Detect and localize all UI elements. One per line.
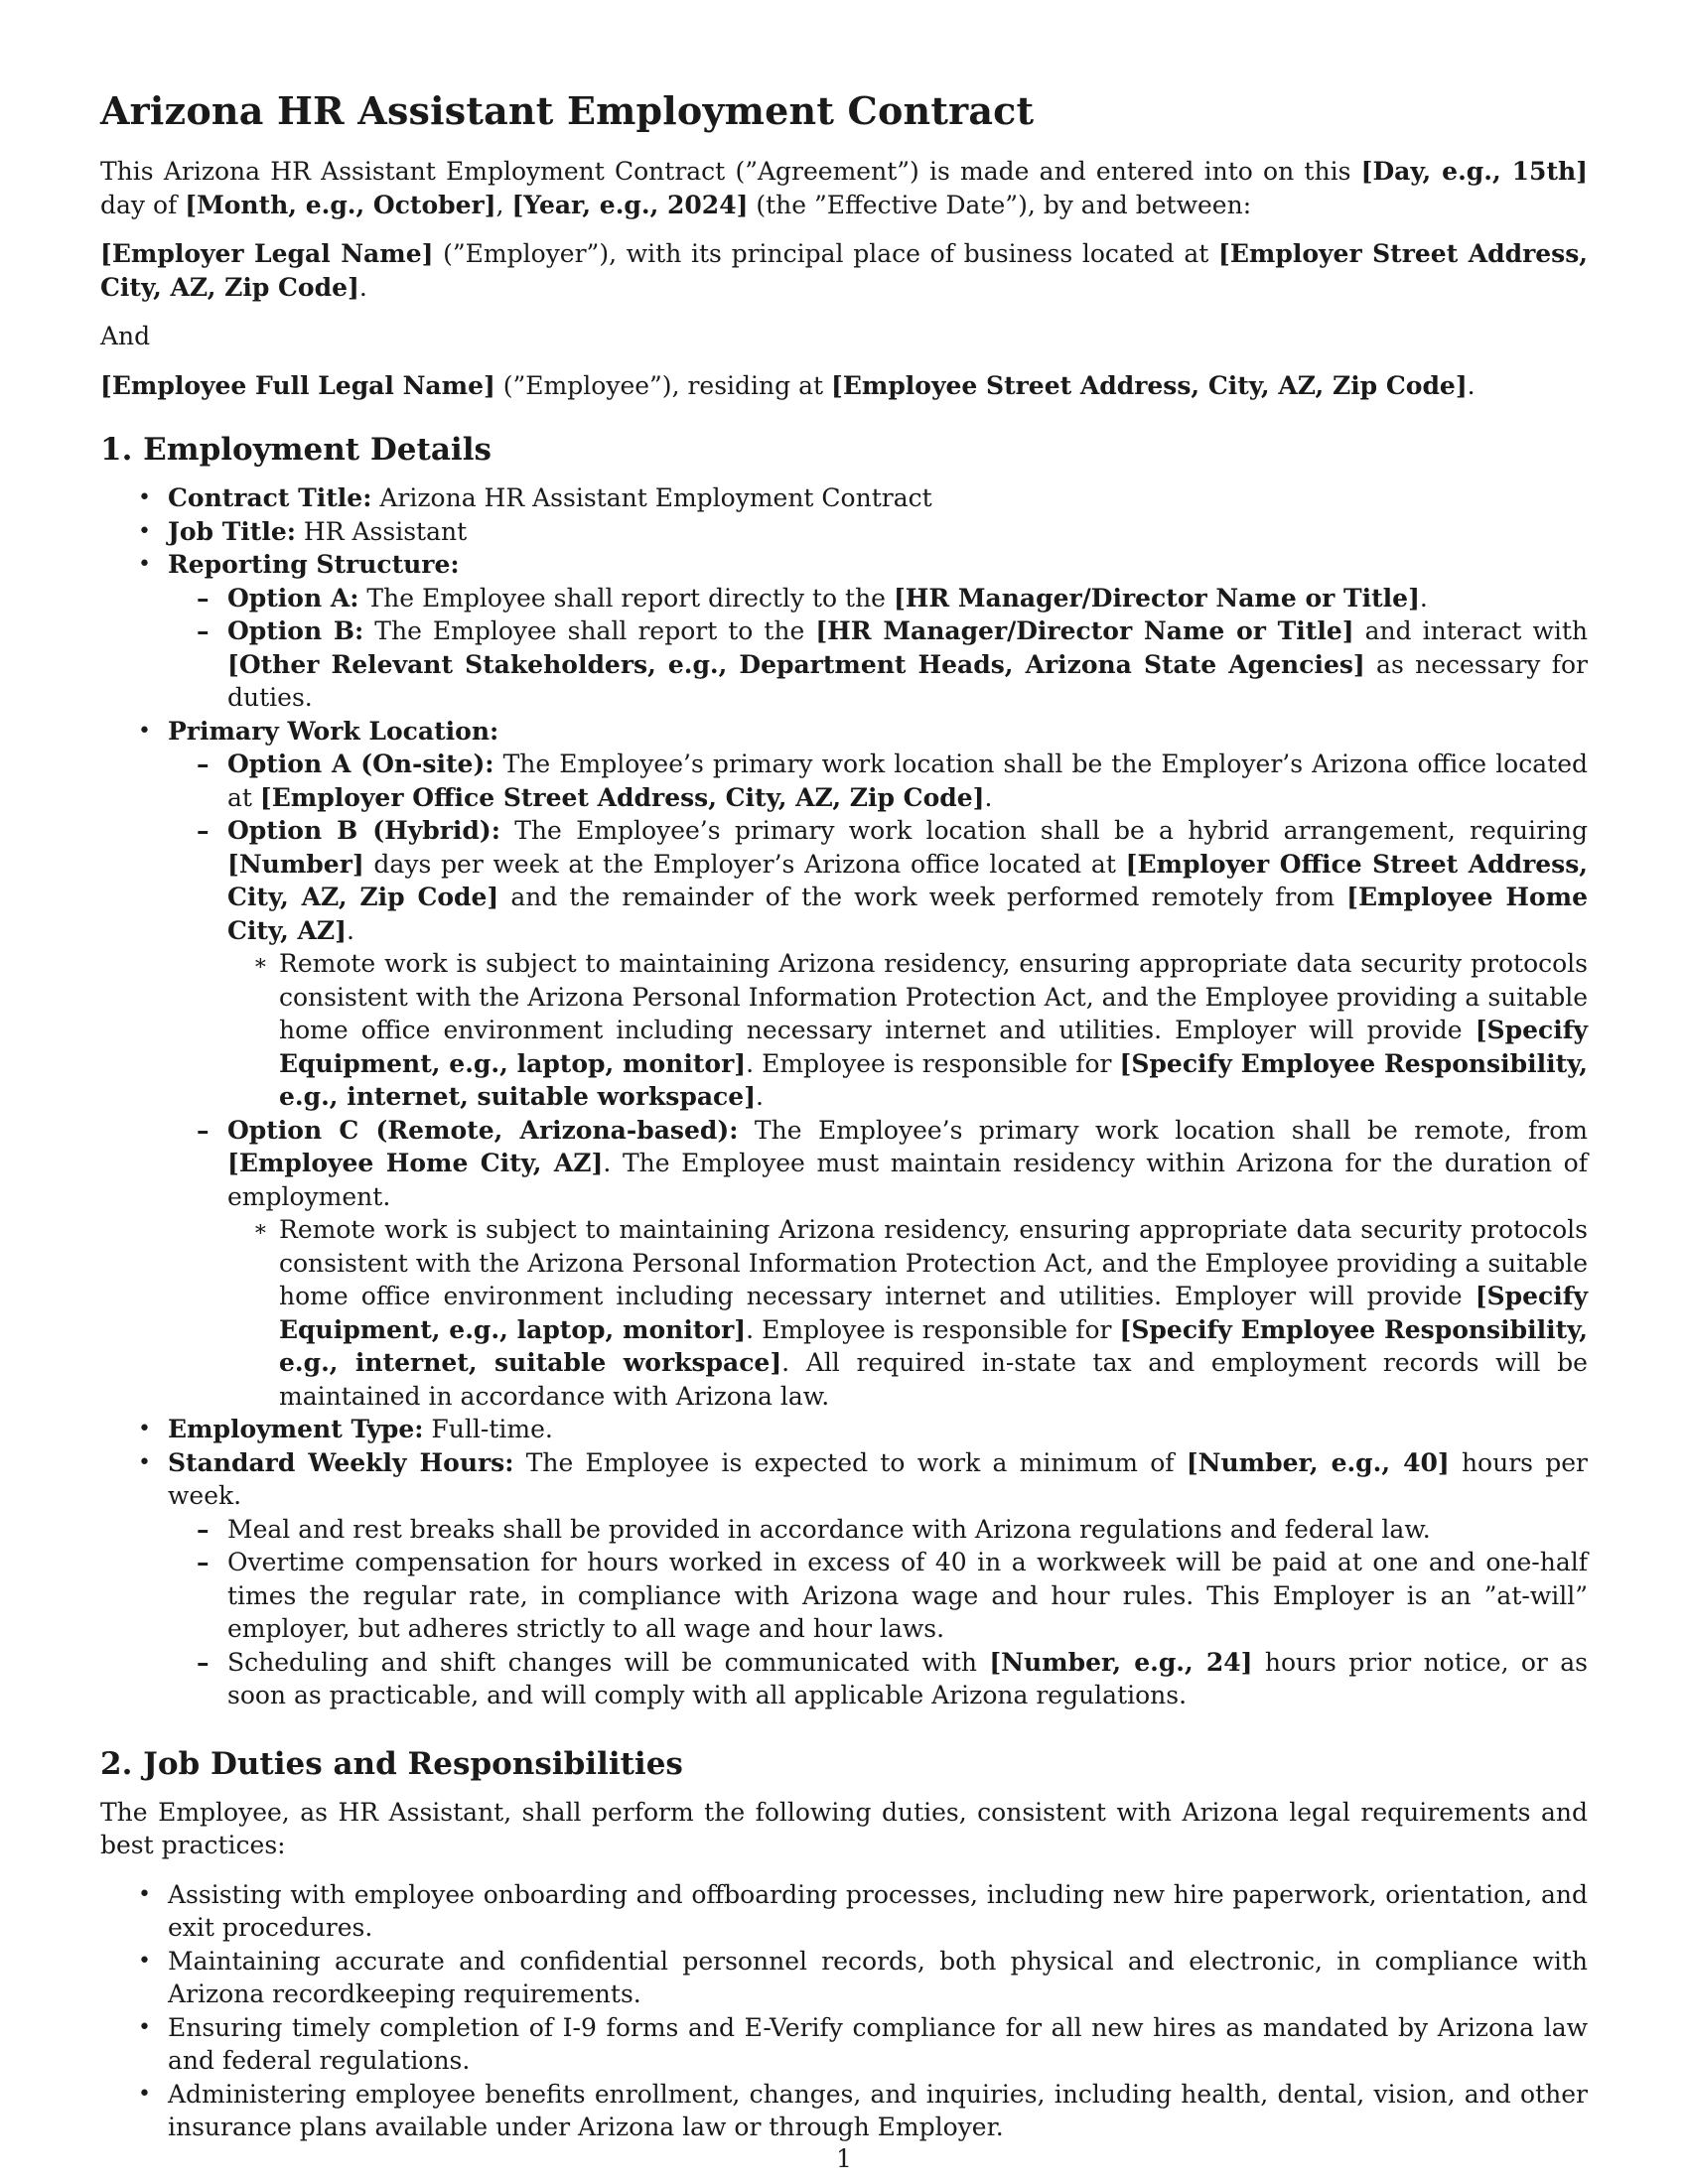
placeholder: [Employer Office Street Address, City, AZ, Zip Code] xyxy=(259,782,985,812)
placeholder: [Employer Office Street Address, City, AZ, Zip Code] xyxy=(227,849,1589,911)
employee-name-placeholder: [Employee Full Legal Name] xyxy=(100,370,495,400)
intro-text: This Arizona HR Assistant Employment Contract (”Agreement”) is made and entered into on this xyxy=(100,157,1361,186)
and-text: And xyxy=(100,322,151,350)
scheduling-text: hours prior notice, or as soon as practicable, and will comply with all applicable Arizona regulations. xyxy=(227,1647,1588,1709)
hours-details-list xyxy=(168,1513,1588,1712)
intro-text: (the ”Effective Date”), by and between: xyxy=(748,190,1252,219)
placeholder: [Number, e.g., 24] xyxy=(989,1647,1253,1677)
remote-notes-list xyxy=(227,1213,1588,1413)
placeholder: [Employee Home City, AZ] xyxy=(227,883,1588,945)
option-text: The Employee shall report to the xyxy=(363,616,816,645)
work-location-label: Primary Work Location: xyxy=(168,716,499,746)
list-item xyxy=(166,614,1588,715)
option-text: and the remainder of the work week performed remotely from xyxy=(498,883,1347,911)
note-text: . All required in-state tax and employment records will be maintained in accordance with Arizona law. xyxy=(279,1348,1588,1411)
list-item: • Assisting with employee onboarding and offboarding processes, including new hire paperwork, orientation, and exit procedures. xyxy=(100,1878,1588,1945)
list-item xyxy=(166,1114,1588,1414)
document-body xyxy=(100,87,1588,2144)
option-text: . The Employee must maintain residency within Arizona for the duration of employment. xyxy=(227,1149,1588,1211)
employer-address-placeholder: [Employer Street Address, City, AZ, Zip Code] xyxy=(100,239,1588,302)
list-item xyxy=(100,715,1588,1414)
note-text: . xyxy=(756,1082,764,1111)
employer-party-paragraph xyxy=(100,237,1588,304)
option-text: as necessary for duties. xyxy=(227,649,1588,712)
section-2-heading: 2. Job Duties and Responsibilities xyxy=(100,1745,683,1782)
weekly-hours-text: The Employee is expected to work a minimum of xyxy=(513,1447,1187,1477)
hybrid-notes-list xyxy=(227,947,1588,1114)
list-item xyxy=(227,1213,1588,1413)
option-text: . xyxy=(346,915,354,945)
document-title: Arizona HR Assistant Employment Contract xyxy=(100,88,1035,133)
weekly-hours-text: hours per week. xyxy=(168,1447,1588,1510)
list-item: • Ensuring timely completion of I-9 forms and E-Verify compliance for all new hires as mandated by Arizona law and federal regulations. xyxy=(100,2011,1588,2078)
employee-party-text: . xyxy=(1467,370,1476,400)
list-item xyxy=(100,1413,1588,1446)
placeholder: [Number, e.g., 40] xyxy=(1186,1447,1450,1477)
option-text: The Employee’s primary work location shall be remote, from xyxy=(738,1115,1589,1145)
job-title-label: Job Title: xyxy=(168,516,296,546)
location-options-list xyxy=(168,748,1588,1413)
list-item xyxy=(100,481,1588,515)
list-item: – Meal and rest breaks shall be provided in accordance with Arizona regulations and federal law. xyxy=(166,1513,1588,1547)
day-placeholder: [Day, e.g., 15th] xyxy=(1360,157,1588,186)
option-text: and interact with xyxy=(1353,616,1589,645)
option-label: Option B: xyxy=(227,616,364,645)
option-text: . xyxy=(1419,583,1428,613)
note-text: . Employee is responsible for xyxy=(746,1048,1120,1078)
option-label: Option B (Hybrid): xyxy=(227,816,500,845)
section-2-intro: The Employee, as HR Assistant, shall perform the following duties, consistent with Arizona legal requirements and best practices: xyxy=(100,1797,1588,1859)
job-title-value: HR Assistant xyxy=(295,516,468,546)
list-item xyxy=(100,548,1588,715)
list-item xyxy=(166,582,1588,615)
placeholder: [Specify Equipment, e.g., laptop, monitor] xyxy=(279,1282,1588,1344)
section-1-heading: 1. Employment Details xyxy=(100,432,492,468)
year-placeholder: [Year, e.g., 2024] xyxy=(511,190,749,219)
placeholder: [Other Relevant Stakeholders, e.g., Department Heads, Arizona State Agencies] xyxy=(227,649,1365,679)
employer-name-placeholder: [Employer Legal Name] xyxy=(100,239,434,268)
list-item: – Overtime compensation for hours worked in excess of 40 in a workweek will be paid at one and one-half times the regular rate, in compliance with Arizona wage and hour rules. This Employer is an ”at-will” employer, but adheres strictly to all wage and hour laws. xyxy=(166,1546,1588,1646)
employee-party-paragraph xyxy=(100,369,1588,403)
duties-list xyxy=(100,1878,1588,2144)
note-text: Remote work is subject to maintaining Arizona residency, ensuring appropriate data security protocols consistent with the Arizona Personal Information Protection Act, and the Employee providing a suitable home office environment including necessary internet and utilities. Employer will provide xyxy=(279,1215,1588,1310)
list-item xyxy=(166,814,1588,1114)
scheduling-text: Scheduling and shift changes will be communicated with xyxy=(227,1647,990,1677)
option-label: Option A: xyxy=(227,583,359,613)
option-text: The Employee shall report directly to the xyxy=(358,583,894,613)
employment-type-value: Full-time. xyxy=(423,1415,553,1443)
list-item: • Maintaining accurate and confidential personnel records, both physical and electronic, in compliance with Arizona recordkeeping requirements. xyxy=(100,1945,1588,2011)
placeholder: [Specify Equipment, e.g., laptop, monitor] xyxy=(279,1016,1588,1078)
option-label: Option C (Remote, Arizona-based): xyxy=(227,1115,739,1145)
placeholder: [Specify Employee Responsibility, e.g., internet, suitable workspace] xyxy=(279,1314,1588,1377)
note-text: . Employee is responsible for xyxy=(746,1314,1120,1344)
note-text: Remote work is subject to maintaining Arizona residency, ensuring appropriate data security protocols consistent with the Arizona Personal Information Protection Act, and the Employee providing a suitable home office environment including necessary internet and utilities. Employer will provide xyxy=(279,949,1588,1044)
option-label: Option A (On-site): xyxy=(227,750,494,778)
list-item xyxy=(227,947,1588,1114)
contract-title-label: Contract Title: xyxy=(168,483,372,512)
employment-details-list xyxy=(100,481,1588,1712)
option-text: The Employee’s primary work location shall be a hybrid arrangement, requiring xyxy=(499,816,1589,845)
employer-party-text: (”Employer”), with its principal place of business located at xyxy=(433,239,1219,268)
intro-text: day of xyxy=(100,190,186,219)
list-item xyxy=(100,515,1588,549)
contract-title-value: Arizona HR Assistant Employment Contract xyxy=(371,483,932,512)
placeholder: [HR Manager/Director Name or Title] xyxy=(893,583,1420,613)
placeholder: [Specify Employee Responsibility, e.g., internet, suitable workspace] xyxy=(279,1048,1588,1111)
month-placeholder: [Month, e.g., October] xyxy=(185,190,496,219)
weekly-hours-label: Standard Weekly Hours: xyxy=(168,1447,514,1477)
reporting-structure-label: Reporting Structure: xyxy=(168,550,460,579)
reporting-options-list xyxy=(168,582,1588,715)
list-item xyxy=(166,1646,1588,1712)
placeholder: [Number] xyxy=(227,849,364,879)
option-text: . xyxy=(984,782,993,812)
intro-text: , xyxy=(495,190,512,219)
employment-type-label: Employment Type: xyxy=(168,1415,424,1443)
placeholder: [Employee Home City, AZ] xyxy=(227,1149,604,1177)
list-item xyxy=(166,748,1588,814)
page-number: 1 xyxy=(836,2144,852,2173)
intro-paragraph xyxy=(100,155,1588,221)
placeholder: [HR Manager/Director Name or Title] xyxy=(815,616,1354,645)
list-item: • Administering employee benefits enrollment, changes, and inquiries, including health, dental, vision, and other insurance plans available under Arizona law or through Employer. xyxy=(100,2078,1588,2144)
employee-party-text: (”Employee”), residing at xyxy=(494,370,831,400)
option-text: The Employee’s primary work location shall be the Employer’s Arizona office located at xyxy=(227,750,1588,812)
option-text: days per week at the Employer’s Arizona office located at xyxy=(363,849,1126,879)
employer-party-text: . xyxy=(358,272,367,302)
employee-address-placeholder: [Employee Street Address, City, AZ, Zip Code] xyxy=(830,370,1468,400)
list-item xyxy=(100,1446,1588,1712)
